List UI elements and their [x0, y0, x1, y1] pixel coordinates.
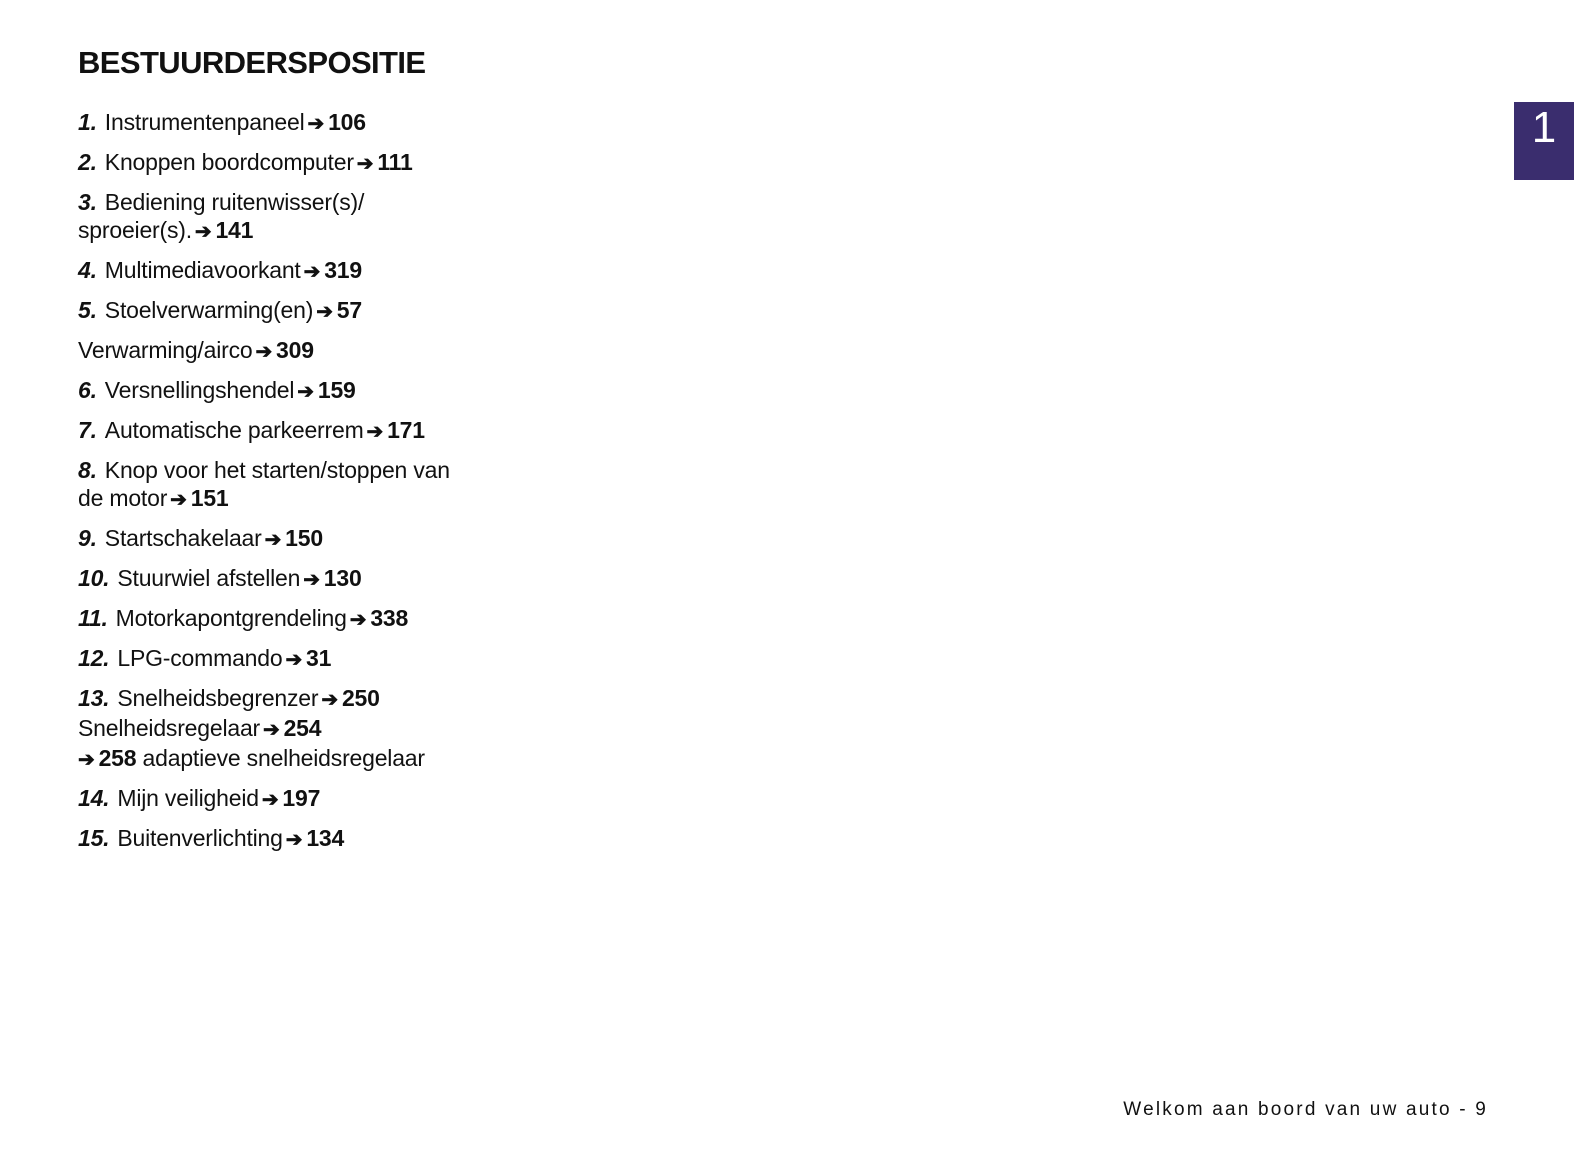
list-item	[78, 644, 518, 674]
item-label: Instrumentenpaneel	[104, 109, 305, 135]
arrow-right-icon: ➔	[255, 341, 273, 363]
list-item-line	[78, 376, 518, 406]
arrow-right-icon: ➔	[170, 489, 187, 511]
list-item-line	[78, 108, 518, 138]
list-item	[78, 296, 518, 326]
arrow-right-icon: ➔	[264, 529, 282, 551]
list-item	[78, 684, 518, 774]
item-number: 9.	[78, 525, 97, 551]
item-label: Verwarming/airco	[78, 337, 253, 363]
list-item-line	[78, 484, 518, 514]
list-item	[78, 416, 518, 446]
list-item-line	[78, 296, 518, 326]
page-reference[interactable]: 338	[370, 605, 409, 631]
item-label: sproeier(s).	[78, 217, 192, 243]
item-number: 13.	[78, 685, 110, 711]
item-label: Stoelverwarming(en)	[104, 297, 314, 323]
page-reference[interactable]: 309	[276, 337, 314, 363]
item-label: Knoppen boordcomputer	[104, 149, 354, 175]
item-label: de motor	[78, 485, 168, 511]
item-label: Bediening ruitenwisser(s)/	[104, 189, 365, 215]
arrow-right-icon: ➔	[307, 113, 325, 135]
item-number: 2.	[78, 149, 97, 175]
arrow-right-icon: ➔	[303, 261, 321, 283]
page-reference[interactable]: 258	[98, 745, 137, 771]
list-item-line	[78, 336, 518, 366]
list-item	[78, 784, 518, 814]
arrow-right-icon: ➔	[356, 153, 374, 175]
page-reference[interactable]: 134	[306, 825, 345, 851]
contents-list	[78, 108, 518, 864]
page-footer: Welkom aan boord van uw auto - 9	[1123, 1099, 1488, 1120]
section-tab: 1	[1514, 102, 1574, 180]
list-item-line	[78, 644, 518, 674]
item-number: 6.	[78, 377, 97, 403]
list-item	[78, 148, 518, 178]
arrow-right-icon: ➔	[261, 789, 279, 811]
item-number: 8.	[78, 457, 97, 483]
arrow-right-icon: ➔	[366, 421, 384, 443]
item-label: Mijn veiligheid	[117, 785, 259, 811]
arrow-right-icon: ➔	[297, 381, 314, 403]
arrow-right-icon: ➔	[303, 569, 320, 591]
item-number: 15.	[78, 825, 110, 851]
list-item-line	[78, 714, 518, 744]
list-item-line	[78, 148, 518, 178]
list-item-line	[78, 604, 518, 634]
list-item	[78, 336, 518, 366]
item-label: Snelheidsregelaar	[78, 715, 261, 741]
list-item-line	[78, 684, 518, 714]
item-number: 4.	[78, 257, 97, 283]
list-item-line	[78, 824, 518, 854]
list-item-line	[78, 416, 518, 446]
item-label: Startschakelaar	[104, 525, 262, 551]
arrow-right-icon: ➔	[194, 221, 212, 243]
page-reference[interactable]: 159	[317, 377, 356, 403]
page-title: BESTUURDERSPOSITIE	[78, 45, 426, 80]
page-reference[interactable]: 130	[323, 565, 362, 591]
page-reference[interactable]: 171	[387, 417, 425, 443]
list-item	[78, 256, 518, 286]
item-number: 10.	[78, 565, 110, 591]
arrow-right-icon: ➔	[263, 719, 280, 741]
list-item	[78, 604, 518, 634]
item-label: adaptieve snelheidsregelaar	[142, 745, 425, 771]
item-number: 14.	[78, 785, 110, 811]
item-label: Buitenverlichting	[117, 825, 283, 851]
list-item-line	[78, 564, 518, 594]
item-label: Knop voor het starten/stoppen van	[104, 457, 450, 483]
list-item	[78, 108, 518, 138]
list-item-line	[78, 744, 518, 774]
arrow-right-icon: ➔	[285, 649, 302, 671]
item-number: 1.	[78, 109, 97, 135]
item-label: Motorkapontgrendeling	[115, 605, 347, 631]
list-item-line	[78, 216, 518, 246]
page-reference[interactable]: 111	[377, 149, 413, 175]
item-label: Snelheidsbegrenzer	[117, 685, 319, 711]
item-label: Versnellingshendel	[104, 377, 295, 403]
page-reference[interactable]: 254	[283, 715, 322, 741]
list-item	[78, 456, 518, 514]
list-item-line	[78, 456, 518, 484]
page-reference[interactable]: 197	[282, 785, 321, 811]
page-reference[interactable]: 151	[190, 485, 229, 511]
page-reference[interactable]: 106	[328, 109, 366, 135]
item-number: 3.	[78, 189, 97, 215]
list-item-line	[78, 256, 518, 286]
item-label: Multimediavoorkant	[104, 257, 301, 283]
list-item	[78, 188, 518, 246]
list-item-line	[78, 524, 518, 554]
page-reference[interactable]: 319	[324, 257, 362, 283]
arrow-right-icon: ➔	[78, 749, 95, 771]
list-item	[78, 824, 518, 854]
item-number: 11.	[78, 605, 108, 631]
list-item	[78, 564, 518, 594]
item-number: 12.	[78, 645, 110, 671]
page-reference[interactable]: 150	[285, 525, 323, 551]
arrow-right-icon: ➔	[321, 689, 338, 711]
page-reference[interactable]: 57	[336, 297, 362, 323]
page-reference[interactable]: 141	[215, 217, 254, 243]
item-number: 5.	[78, 297, 97, 323]
item-number: 7.	[78, 417, 97, 443]
page-reference[interactable]: 250	[341, 685, 380, 711]
list-item-line	[78, 188, 518, 216]
arrow-right-icon: ➔	[285, 829, 303, 851]
list-item-line	[78, 784, 518, 814]
page-reference[interactable]: 31	[306, 645, 332, 671]
item-label: Stuurwiel afstellen	[117, 565, 301, 591]
item-label: LPG-commando	[117, 645, 283, 671]
list-item	[78, 376, 518, 406]
list-item	[78, 524, 518, 554]
item-label: Automatische parkeerrem	[104, 417, 364, 443]
arrow-right-icon: ➔	[349, 609, 367, 631]
arrow-right-icon: ➔	[316, 301, 333, 323]
